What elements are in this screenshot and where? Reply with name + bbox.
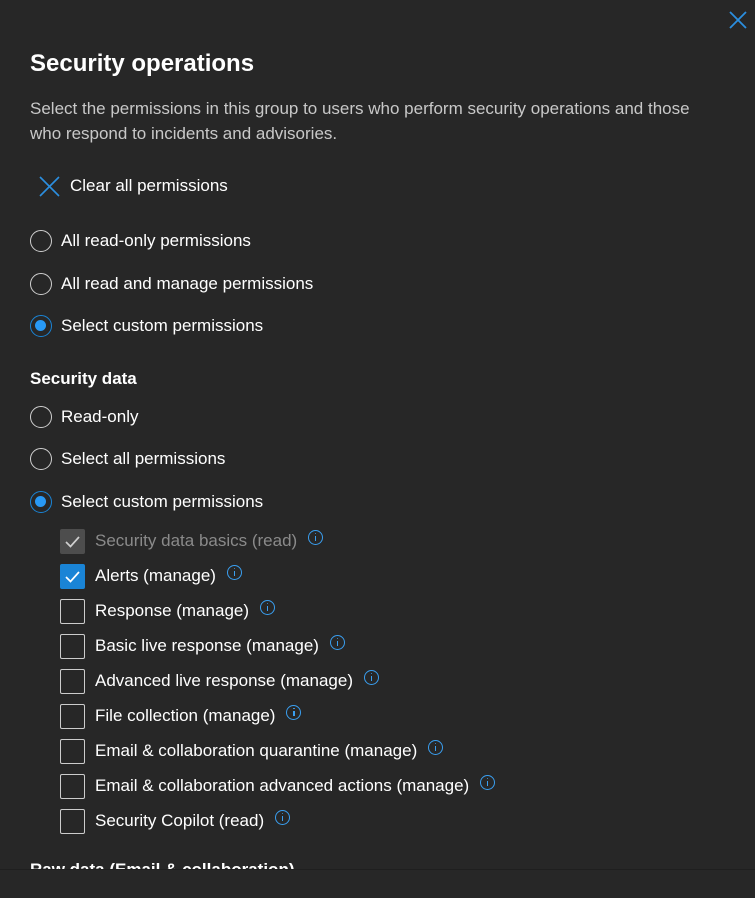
radio-label: All read-only permissions (61, 231, 251, 250)
checkbox[interactable] (60, 739, 85, 764)
radio-label: Select all permissions (61, 449, 226, 468)
checkbox (60, 529, 85, 554)
radio-button[interactable] (30, 448, 52, 470)
permission-label: Advanced live response (manage) (95, 671, 353, 690)
permission-security-copilot[interactable] (60, 808, 290, 834)
page-description: Select the permissions in this group to users who perform security operations and those who respond to incidents and advisories. (30, 99, 690, 143)
radio-label: Read-only (61, 407, 139, 426)
permission-email-collab-advanced-actions[interactable] (60, 773, 495, 799)
info-icon[interactable] (286, 705, 301, 720)
close-button[interactable] (727, 9, 749, 31)
info-icon[interactable] (428, 740, 443, 755)
radio-all-read-only[interactable] (30, 228, 251, 254)
checkbox[interactable] (60, 599, 85, 624)
checkmark-icon (64, 533, 81, 550)
info-icon[interactable] (260, 600, 275, 615)
checkbox[interactable] (60, 774, 85, 799)
radio-label: Select custom permissions (61, 316, 264, 335)
permission-file-collection[interactable] (60, 703, 301, 729)
radio-security-data-read-only[interactable] (30, 404, 139, 430)
radio-button[interactable] (30, 315, 52, 337)
permission-label: Security data basics (read) (95, 531, 298, 550)
info-icon[interactable] (308, 530, 323, 545)
radio-button[interactable] (30, 406, 52, 428)
checkbox[interactable] (60, 704, 85, 729)
info-icon[interactable] (364, 670, 379, 685)
radio-select-custom-permissions[interactable] (30, 313, 263, 339)
permission-label: Security Copilot (read) (95, 811, 265, 830)
permission-basic-live-response[interactable] (60, 633, 345, 659)
checkbox[interactable] (60, 634, 85, 659)
permission-security-data-basics (60, 528, 323, 554)
info-icon[interactable] (480, 775, 495, 790)
permission-advanced-live-response[interactable] (60, 668, 379, 694)
checkbox[interactable] (60, 809, 85, 834)
checkbox[interactable] (60, 564, 85, 589)
radio-security-data-select-custom[interactable] (30, 489, 263, 515)
permission-response-manage[interactable] (60, 598, 275, 624)
section-heading-security-data: Security data (30, 369, 137, 388)
checkmark-icon (64, 568, 81, 585)
clear-all-label: Clear all permissions (70, 176, 228, 195)
permission-alerts-manage[interactable] (60, 563, 242, 589)
close-icon (38, 175, 61, 198)
radio-all-read-and-manage[interactable] (30, 271, 313, 297)
permission-label: Response (manage) (95, 601, 250, 620)
clear-all-permissions-button[interactable] (38, 173, 228, 199)
radio-security-data-select-all[interactable] (30, 446, 225, 472)
close-icon (727, 9, 749, 31)
page-title: Security operations (30, 50, 255, 77)
permission-email-collab-quarantine[interactable] (60, 738, 443, 764)
info-icon[interactable] (227, 565, 242, 580)
permission-label: Basic live response (manage) (95, 636, 319, 655)
panel-footer (0, 869, 755, 898)
info-icon[interactable] (275, 810, 290, 825)
permission-label: Alerts (manage) (95, 566, 216, 585)
radio-button[interactable] (30, 491, 52, 513)
permission-label: File collection (manage) (95, 706, 276, 725)
radio-label: All read and manage permissions (61, 274, 314, 293)
info-icon[interactable] (330, 635, 345, 650)
permission-label: Email & collaboration advanced actions (manage) (95, 776, 470, 795)
radio-label: Select custom permissions (61, 492, 264, 511)
permission-label: Email & collaboration quarantine (manage) (95, 741, 418, 760)
checkbox[interactable] (60, 669, 85, 694)
radio-button[interactable] (30, 273, 52, 295)
radio-button[interactable] (30, 230, 52, 252)
